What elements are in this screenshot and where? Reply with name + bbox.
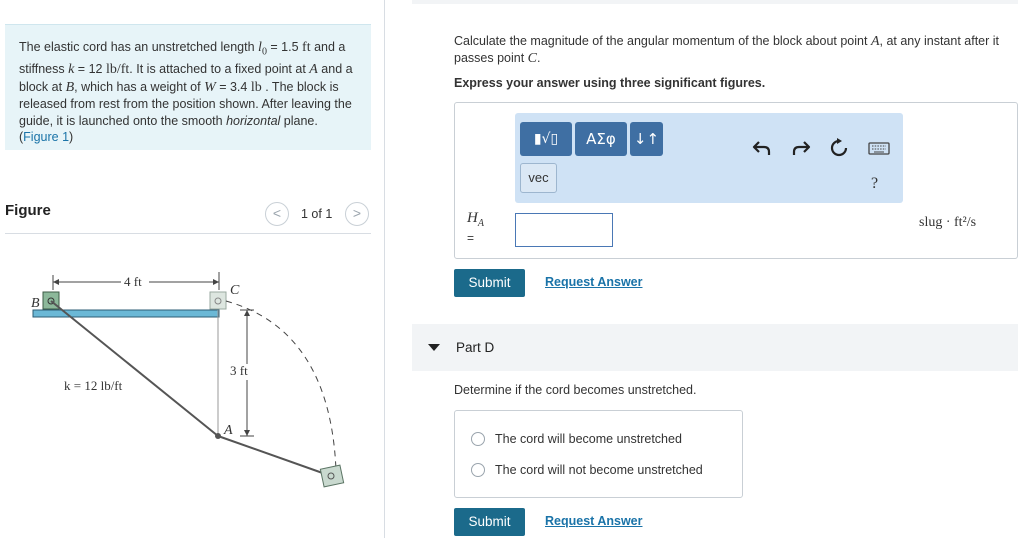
next-figure-button[interactable] xyxy=(345,202,369,226)
problem-text: ) xyxy=(69,130,74,144)
var-b: B xyxy=(65,79,75,95)
part-c-header-edge xyxy=(412,0,1018,4)
problem-statement xyxy=(5,24,371,150)
problem-text: and a block at xyxy=(19,62,353,94)
answer-variable-label xyxy=(467,211,484,231)
templates-button[interactable] xyxy=(520,122,572,156)
problem-text: . It is attached to a fixed point at xyxy=(129,62,310,76)
radio-button[interactable] xyxy=(471,432,485,446)
final-block xyxy=(320,465,343,487)
problem-text: = 1.5 xyxy=(266,40,303,54)
label-b: B xyxy=(31,296,40,311)
ghost-block-c xyxy=(210,292,226,309)
choice-label: The cord will become unstretched xyxy=(495,432,682,446)
var-w: W xyxy=(204,79,216,95)
label-stiffness: k = 12 lb/ft xyxy=(64,378,123,393)
templates-icon: ▮√▯ xyxy=(533,131,559,147)
part-d-submit-button[interactable]: Submit xyxy=(454,508,525,536)
dimension-arrowhead xyxy=(213,279,219,285)
symbols-icon: ΑΣφ xyxy=(586,130,616,148)
question-text: . xyxy=(537,51,541,65)
var-a: A xyxy=(309,62,318,77)
label-c: C xyxy=(230,283,240,298)
chevron-left-icon: < xyxy=(272,205,282,221)
keyboard-icon[interactable] xyxy=(867,137,891,159)
figure-link[interactable]: Figure 1 xyxy=(23,130,70,144)
part-d-question: Determine if the cord becomes unstretched. xyxy=(454,383,697,397)
question-text: Calculate the magnitude of the angular momentum of the block about point xyxy=(454,34,871,48)
var-c: C xyxy=(527,51,538,66)
elastic-cord xyxy=(51,301,218,436)
problem-text: The elastic cord has an unstretched length xyxy=(19,40,259,54)
vec-label: vec xyxy=(528,170,549,185)
problem-column xyxy=(0,0,385,538)
arrows-icon: ↓↑ xyxy=(633,130,660,148)
part-d-request-answer-link[interactable]: Request Answer xyxy=(545,514,643,528)
answer-var-sub: A xyxy=(477,218,484,229)
figure-title: Figure xyxy=(5,202,51,219)
part-c-submit-button[interactable]: Submit xyxy=(454,269,525,297)
answer-var: H xyxy=(467,210,478,226)
part-d-title: Part D xyxy=(456,340,495,355)
answer-equals: = xyxy=(467,231,475,245)
part-d-header[interactable] xyxy=(412,324,1018,371)
part-c-instruction: Express your answer using three significant figures. xyxy=(454,76,766,90)
problem-text: = 12 xyxy=(74,62,106,76)
problem-text: . The block is released from rest from the position shown. After leaving the guide, it is launched onto the smooth xyxy=(19,79,352,128)
question-text: , at any instant after it passes point xyxy=(454,34,1000,65)
problem-text-italic: horizontal xyxy=(226,113,281,128)
unit-lb: lb xyxy=(250,79,262,95)
figure-pager-text: 1 of 1 xyxy=(301,207,333,221)
choice-label: The cord will not become unstretched xyxy=(495,463,703,477)
answer-input[interactable] xyxy=(515,213,613,247)
label-3ft: 3 ft xyxy=(230,363,248,378)
dimension-arrowhead xyxy=(244,310,250,316)
prev-figure-button[interactable] xyxy=(265,202,289,226)
var-a: A xyxy=(870,34,880,49)
chevron-right-icon: > xyxy=(352,205,362,221)
answer-units: slug · ft²/s xyxy=(919,215,977,230)
arrows-button[interactable] xyxy=(630,122,663,156)
elastic-cord-final xyxy=(218,436,331,476)
problem-text: , which has a weight of xyxy=(74,79,205,94)
problem-text: and a stiffness xyxy=(19,40,346,76)
symbols-button[interactable] xyxy=(575,122,627,156)
part-c-request-answer-link[interactable]: Request Answer xyxy=(545,275,643,289)
undo-icon[interactable] xyxy=(751,137,773,159)
radio-button[interactable] xyxy=(471,463,485,477)
unit-ft: ft xyxy=(302,40,311,55)
answer-panel xyxy=(454,102,1018,259)
parts-column xyxy=(412,0,1018,538)
dimension-arrowhead xyxy=(53,279,59,285)
figure-diagram xyxy=(0,240,385,500)
var-l: l xyxy=(258,40,262,55)
choice-panel xyxy=(454,410,743,498)
help-button[interactable]: ? xyxy=(871,175,879,192)
label-a: A xyxy=(224,423,233,438)
var-k: k xyxy=(68,62,75,77)
figure-header xyxy=(5,198,371,234)
dimension-arrowhead xyxy=(244,430,250,436)
problem-text: plane. ( xyxy=(19,113,318,144)
reset-icon[interactable] xyxy=(828,137,850,159)
label-4ft: 4 ft xyxy=(124,274,142,289)
collapse-caret-icon[interactable] xyxy=(428,344,440,351)
problem-text: = 3.4 xyxy=(215,79,251,94)
unit-lb-ft: lb/ft xyxy=(105,62,130,77)
var-l-sub: 0 xyxy=(261,46,267,58)
math-toolbar xyxy=(515,113,903,203)
part-c-question xyxy=(454,33,1014,67)
guide-bar xyxy=(33,310,219,317)
vec-button[interactable] xyxy=(520,163,557,193)
redo-icon[interactable] xyxy=(790,137,812,159)
